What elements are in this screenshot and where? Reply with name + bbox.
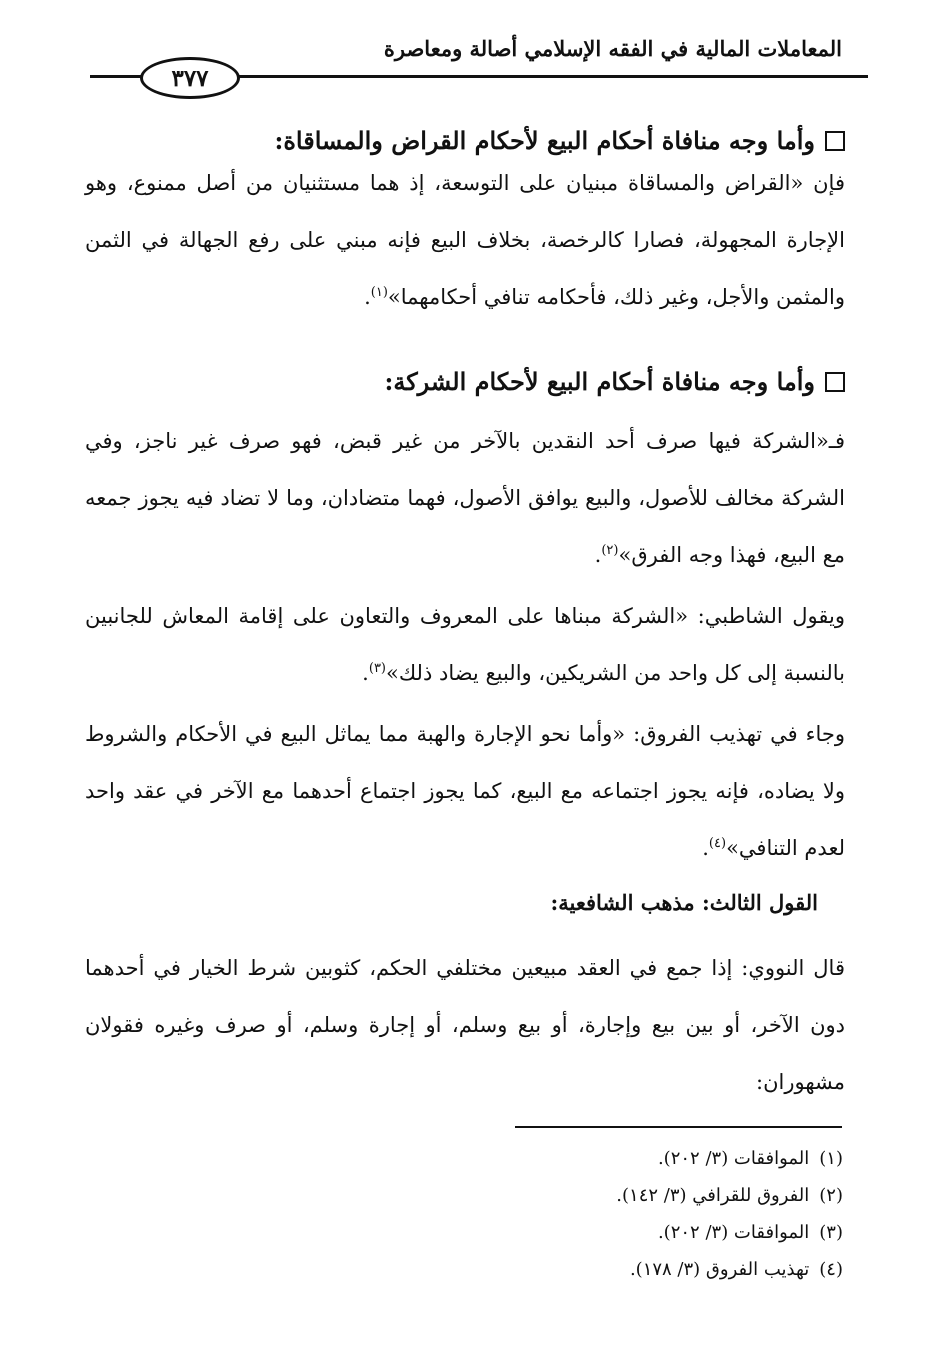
paragraph-end: .	[702, 836, 709, 860]
paragraph-text: ويقول الشاطبي: «الشركة مبناها على المعروف والتعاون على إقامة المعاش للجانبين بالنسبة إلى كل واحد من الشريكين، والبيع يضاد ذلك»	[85, 604, 845, 685]
footnote-number: (٢)	[819, 1185, 843, 1206]
square-bullet-icon	[825, 131, 845, 151]
paragraph-text: وجاء في تهذيب الفروق: «وأما نحو الإجارة والهبة مما يماثل البيع في الأحكام والشروط ولا يضاده، فإنه يجوز اجتماعه مع البيع، كما يجوز اجتماع أحدهما مع الآخر في عقد واحد لعدم التنافي»	[85, 722, 845, 860]
paragraph-nawawi	[85, 940, 845, 1111]
paragraph-end: .	[594, 543, 602, 567]
footnote-item	[343, 1140, 843, 1177]
footnote-text: تهذيب الفروق (٣/ ١٧٨).	[629, 1259, 810, 1280]
footnote-number: (٤)	[819, 1259, 843, 1280]
footnote-text: الموافقات (٣/ ٢٠٢).	[657, 1222, 810, 1243]
paragraph-end: .	[364, 285, 371, 309]
footnotes-list	[343, 1140, 843, 1288]
page-number: ٣٧٧	[140, 57, 240, 99]
paragraph-end: .	[362, 661, 369, 685]
paragraph-qirad	[85, 155, 845, 326]
footnote-ref: (٢)	[601, 543, 619, 558]
paragraph-sharika	[85, 413, 845, 584]
paragraph-text: قال النووي: إذا جمع في العقد مبيعين مختلفي الحكم، كثوبين شرط الخيار في أحدهما دون الآخر، أو بين بيع وإجارة، أو بيع وسلم، أو إجارة وسلم، أو صرف وغيره فقولان مشهوران:	[85, 956, 845, 1094]
section-heading-text: وأما وجه منافاة أحكام البيع لأحكام القراض والمساقاة:	[274, 126, 815, 155]
paragraph-text: فإن «القراض والمساقاة مبنيان على التوسعة، إذ هما مستثنيان من أصل ممنوع، وهو الإجارة المجهولة، فصارا كالرخصة، بخلاف البيع فإنه مبني على رفع الجهالة في الثمن والمثمن والأجل، وغير ذلك، فأحكامه تنافي أحكامهما»	[85, 171, 845, 309]
footnote-item	[343, 1214, 843, 1251]
footnote-separator	[515, 1126, 842, 1128]
footnote-item	[343, 1177, 843, 1214]
footnote-ref: (٣)	[368, 661, 386, 676]
footnote-text: الفروق للقرافي (٣/ ١٤٢).	[616, 1185, 810, 1206]
footnote-item	[343, 1251, 843, 1288]
paragraph-shatibi	[85, 588, 845, 702]
footnote-number: (٣)	[819, 1222, 843, 1243]
section-heading-qirad	[85, 126, 845, 155]
subheading-third-opinion: القول الثالث: مذهب الشافعية:	[550, 890, 818, 915]
section-heading-text: وأما وجه منافاة أحكام البيع لأحكام الشركة:	[384, 367, 815, 396]
square-bullet-icon	[825, 372, 845, 392]
footnote-ref: (١)	[370, 285, 388, 300]
paragraph-tahdhib	[85, 706, 845, 877]
footnote-text: الموافقات (٣/ ٢٠٢).	[657, 1148, 810, 1169]
footnote-number: (١)	[819, 1148, 843, 1169]
footnote-ref: (٤)	[708, 836, 727, 851]
section-heading-sharika	[85, 367, 845, 396]
paragraph-text: فـ«الشركة فيها صرف أحد النقدين بالآخر من غير قبض، فهو صرف غير ناجز، وفي الشركة مخالف للأصول، والبيع يوافق الأصول، فهما متضادان، وما لا تضاد فيه يجوز جمعه مع البيع، فهذا وجه الفرق»	[85, 429, 845, 567]
running-title: المعاملات المالية في الفقه الإسلامي أصالة ومعاصرة	[383, 36, 842, 61]
